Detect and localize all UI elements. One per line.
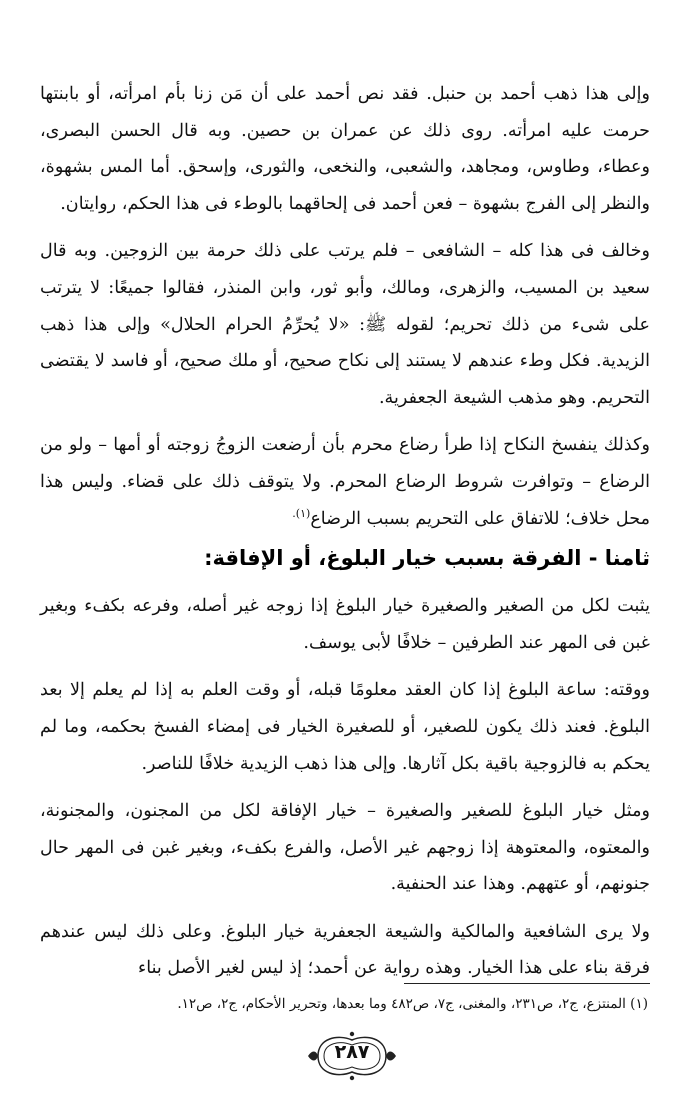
page-body [40,76,650,987]
paragraph-2: وخالف فى هذا كله – الشافعى – فلم يرتب على ذلك حرمة بين الزوجين. وبه قال سعيد بن المسيب، والزهرى، ومالك، وأبو ثور، وابن المنذر، فقالوا جميعًا: لا يترتب على شىء من ذلك تحريم؛ لقوله ﷺ: «لا يُحرِّمُ الحرام الحلال» وإلى هذا ذهب الزيدية. فكل وطء عندهم لا يستند إلى نكاح صحيح، أو ملك صحيح، أو فاسد لا يقتضى التحريم. وهو مذهب الشيعة الجعفرية. [40,241,650,408]
paragraph-1: وإلى هذا ذهب أحمد بن حنبل. فقد نص أحمد على أن مَن زنا بأم امرأته، أو بابنتها حرمت عليه امرأته. روى ذلك عن عمران بن حصين. وبه قال الحسن البصرى، وعطاء، وطاوس، ومجاهد، والشعبى، والنخعى، والثورى، وإسحق. أما المس بشهوة، والنظر إلى الفرج بشهوة – فعن أحمد فى إلحاقهما بالوطء فى هذا الحكم، روايتان. [40,84,650,214]
page-number: ٢٨٧ [334,1041,370,1063]
paragraph-4: يثبت لكل من الصغير والصغيرة خيار البلوغ إذا زوجه غير أصله، وفرعه بكفء وبغير غبن فى المهر عند الطرفين – خلافًا لأبى يوسف. [40,596,650,653]
footnote-divider [404,983,650,984]
paragraph-3 [40,427,650,537]
paragraph-3-text: وكذلك ينفسخ النكاح إذا طرأ رضاع محرم بأن أرضعت الزوجُ زوجته أو أمها – ولو من الرضاع – وتوافرت شروط الرضاع المحرم. ولا يتوقف ذلك على قضاء. وليس هذا محل خلاف؛ للاتفاق على التحريم بسبب الرضاع [40,435,650,529]
footnote: (١) المنتزع، ج٢، ص٢٣١، والمغنى، ج٧، ص٤٨٢ وما بعدها، وتحرير الأحكام، ج٢، ص١٢. [177,996,648,1012]
paragraph-6: ومثل خيار البلوغ للصغير والصغيرة – خيار الإفاقة لكل من المجنون، والمجنونة، والمعتوه، والمعتوهة إذا زوجهم غير الأصل، والفرع بكفء، وبغير غبن فى المهر حال جنونهم، أو عتههم. وهذا عند الحنفية. [40,801,650,895]
section-heading: ثامنا - الفرقة بسبب خيار البلوغ، أو الإفاقة: [204,546,650,571]
footnote-reference: (١). [292,506,311,520]
paragraph-7: ولا يرى الشافعية والمالكية والشيعة الجعفرية خيار البلوغ. وعلى ذلك ليس عندهم فرقة بناء على هذا الخيار. وهذه رواية عن أحمد؛ إذ ليس لغير الأصل بناء [40,921,650,979]
paragraph-5: ووقته: ساعة البلوغ إذا كان العقد معلومًا قبله، أو وقت العلم به إذا لم يعلم إلا بعد البلوغ. فعند ذلك يكون للصغير، أو للصغيرة الخيار فى إمضاء الفسخ بحكمه، وما لم يحكم به فالزوجية باقية بكل آثارها. وإلى هذا ذهب الزيدية خلافًا للناصر. [40,680,650,774]
